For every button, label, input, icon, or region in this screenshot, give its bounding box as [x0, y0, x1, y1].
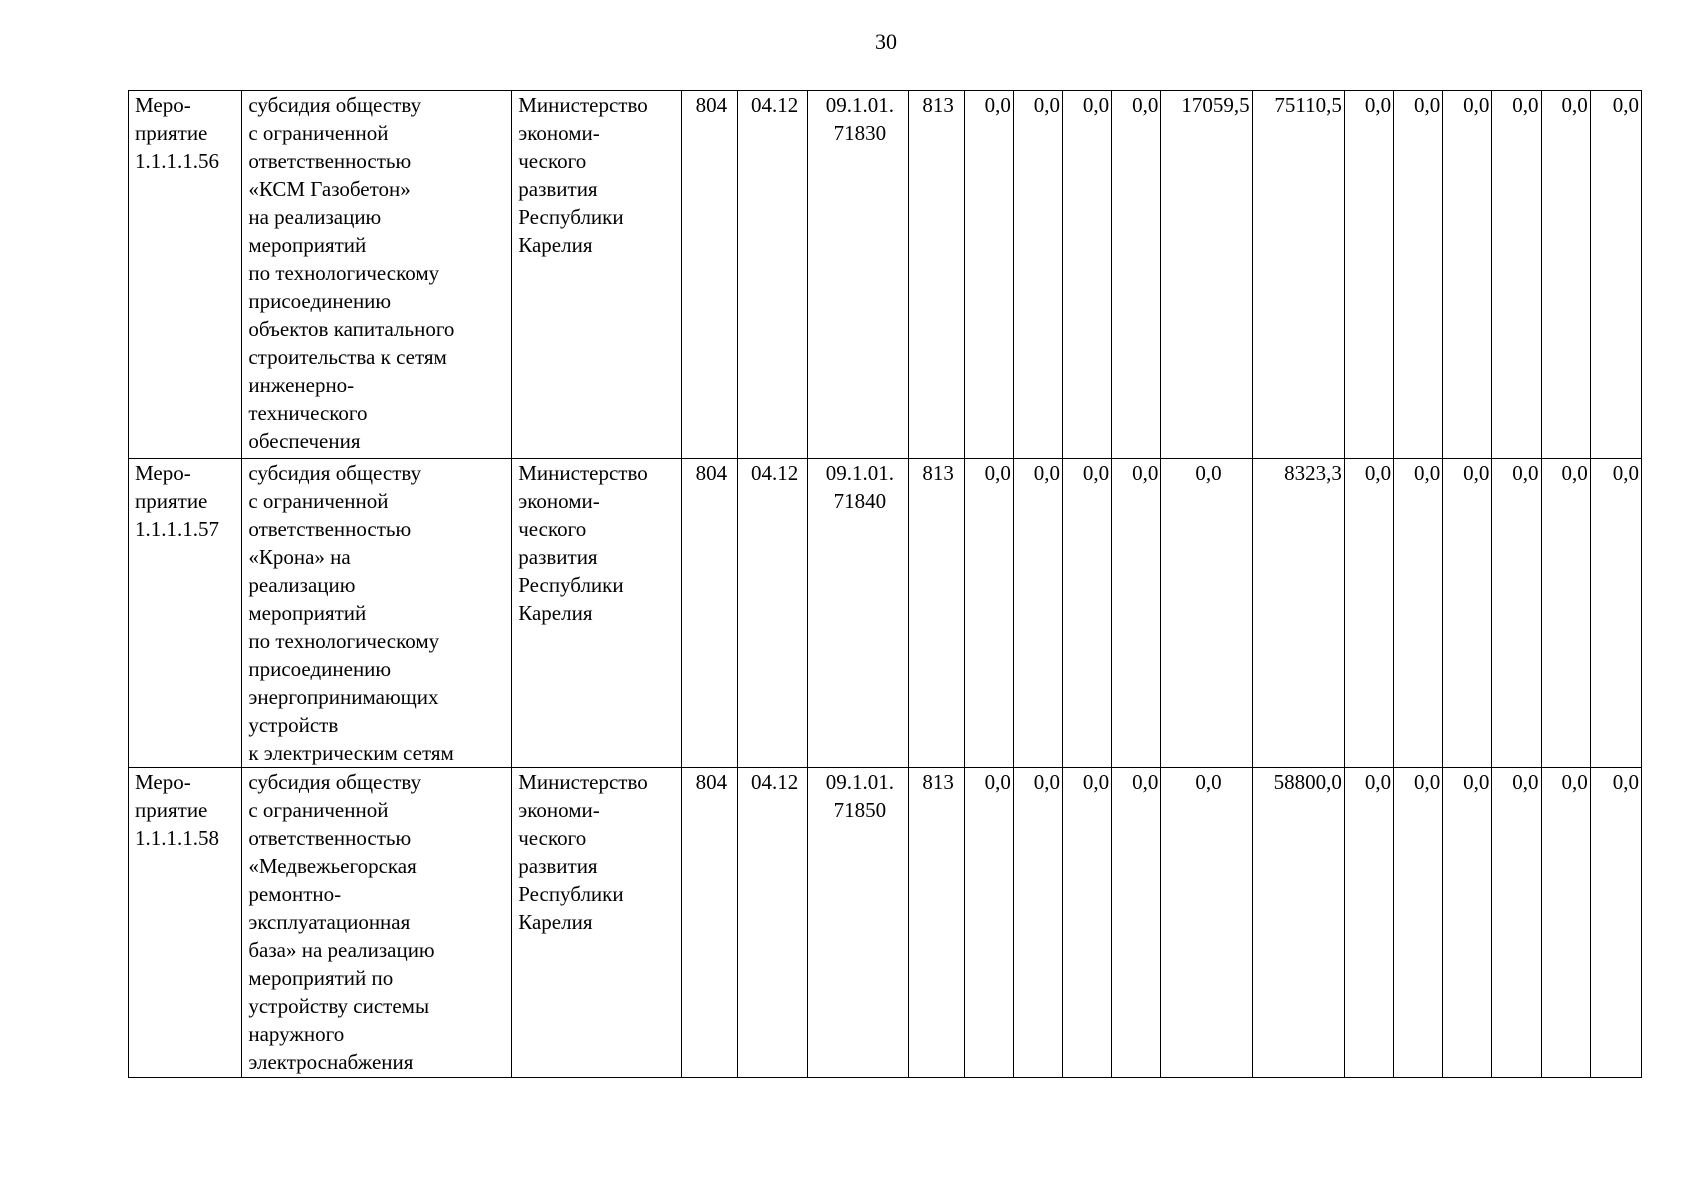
- value-cell: 0,0: [1161, 459, 1252, 768]
- grbs-code-cell: 804: [681, 768, 737, 1078]
- grbs-code-cell: 804: [681, 91, 737, 459]
- ministry-cell: [512, 768, 682, 1078]
- description-cell: [242, 91, 512, 459]
- event-number-cell-line: Меро-: [135, 770, 191, 794]
- value-cell: 0,0: [1013, 459, 1062, 768]
- description-cell-line: энергопринимающих: [248, 685, 439, 709]
- description-cell-line: инженерно-: [248, 373, 355, 397]
- ministry-cell-line: развития: [518, 545, 598, 569]
- event-number-cell: [129, 91, 242, 459]
- ministry-cell-line: ческого: [518, 149, 587, 173]
- description-cell-line: ответственностью: [248, 826, 412, 850]
- ministry-cell-line: Республики: [518, 573, 624, 597]
- value-cell: 0,0: [1492, 768, 1541, 1078]
- event-number-cell-line: 1.1.1.1.58: [135, 826, 219, 850]
- description-cell-line: строительства к сетям: [248, 345, 447, 369]
- rzpr-code-cell: 04.12: [737, 768, 807, 1078]
- event-number-cell: [129, 459, 242, 768]
- description-cell-line: объектов капитального: [248, 317, 455, 341]
- value-cell: 0,0: [1394, 768, 1443, 1078]
- vr-code-cell: 813: [908, 91, 964, 459]
- table-row: [129, 459, 1642, 768]
- description-cell-line: «Медвежьегорская: [248, 854, 417, 878]
- ministry-cell-line: Карелия: [518, 910, 593, 934]
- value-cell: 0,0: [1344, 91, 1393, 459]
- value-cell: 0,0: [1590, 768, 1641, 1078]
- description-cell-line: обеспечения: [248, 429, 361, 453]
- rzpr-code-cell: 04.12: [737, 459, 807, 768]
- value-cell: 0,0: [1541, 91, 1590, 459]
- description-cell-line: мероприятий по: [248, 966, 394, 990]
- value-cell: 0,0: [1112, 768, 1161, 1078]
- description-cell-line: «КСМ Газобетон»: [248, 177, 411, 201]
- value-cell: 17059,5: [1161, 91, 1252, 459]
- description-cell-line: эксплуатационная: [248, 910, 411, 934]
- csr-code-cell-line: 09.1.01.: [825, 93, 894, 117]
- ministry-cell-line: ческого: [518, 826, 587, 850]
- value-cell: 0,0: [1013, 91, 1062, 459]
- rzpr-code-cell: 04.12: [737, 91, 807, 459]
- description-cell: [242, 768, 512, 1078]
- description-cell-line: база» на реализацию: [248, 938, 435, 962]
- description-cell: [242, 459, 512, 768]
- description-cell-line: присоединению: [248, 289, 392, 313]
- vr-code-cell: 813: [908, 768, 964, 1078]
- ministry-cell-line: Республики: [518, 882, 624, 906]
- description-cell-line: с ограниченной: [248, 489, 389, 513]
- ministry-cell: [512, 91, 682, 459]
- description-cell-line: мероприятий: [248, 601, 367, 625]
- value-cell: 0,0: [1013, 768, 1062, 1078]
- ministry-cell-line: Карелия: [518, 233, 593, 257]
- ministry-cell-line: ческого: [518, 517, 587, 541]
- description-cell-line: ответственностью: [248, 517, 412, 541]
- value-cell: 8323,3: [1252, 459, 1344, 768]
- table-row: [129, 91, 1642, 459]
- event-number-cell-line: 1.1.1.1.56: [135, 149, 219, 173]
- value-cell: 0,0: [1443, 768, 1492, 1078]
- event-number-cell-line: приятие: [135, 489, 208, 513]
- description-cell-line: ремонтно-: [248, 882, 342, 906]
- value-cell: 0,0: [1063, 768, 1112, 1078]
- value-cell: 0,0: [1063, 459, 1112, 768]
- ministry-cell-line: экономи-: [518, 489, 600, 513]
- grbs-code-cell: 804: [681, 459, 737, 768]
- event-number-cell-line: 1.1.1.1.57: [135, 517, 219, 541]
- csr-code-cell-line: 71840: [833, 489, 887, 513]
- value-cell: 0,0: [1492, 91, 1541, 459]
- description-cell-line: по технологическому: [248, 261, 440, 285]
- csr-code-cell-line: 09.1.01.: [825, 770, 894, 794]
- ministry-cell-line: Министерство: [518, 770, 648, 794]
- value-cell: 0,0: [1541, 768, 1590, 1078]
- value-cell: 0,0: [1112, 91, 1161, 459]
- csr-code-cell-line: 71830: [833, 121, 887, 145]
- description-cell-line: с ограниченной: [248, 121, 389, 145]
- description-cell-line: на реализацию: [248, 205, 382, 229]
- ministry-cell-line: Республики: [518, 205, 624, 229]
- value-cell: 0,0: [1394, 459, 1443, 768]
- description-cell-line: наружного: [248, 1022, 345, 1046]
- description-cell-line: субсидия обществу: [248, 770, 422, 794]
- vr-code-cell: 813: [908, 459, 964, 768]
- description-cell-line: электроснабжения: [248, 1050, 414, 1074]
- value-cell: 0,0: [1161, 768, 1252, 1078]
- description-cell-line: субсидия обществу: [248, 93, 422, 117]
- value-cell: 0,0: [1541, 459, 1590, 768]
- table-row: [129, 768, 1642, 1078]
- value-cell: 0,0: [1344, 459, 1393, 768]
- value-cell: 0,0: [1590, 91, 1641, 459]
- csr-code-cell-line: 71850: [833, 798, 887, 822]
- csr-code-cell: [808, 91, 908, 459]
- ministry-cell-line: Министерство: [518, 93, 648, 117]
- description-cell-line: ответственностью: [248, 149, 412, 173]
- budget-table: [128, 90, 1642, 1078]
- event-number-cell-line: приятие: [135, 798, 208, 822]
- value-cell: 0,0: [1492, 459, 1541, 768]
- ministry-cell: [512, 459, 682, 768]
- description-cell-line: присоединению: [248, 657, 392, 681]
- description-cell-line: устройств: [248, 713, 339, 737]
- event-number-cell-line: Меро-: [135, 461, 191, 485]
- description-cell-line: «Крона» на: [248, 545, 351, 569]
- ministry-cell-line: развития: [518, 177, 598, 201]
- value-cell: 0,0: [1590, 459, 1641, 768]
- event-number-cell: [129, 768, 242, 1078]
- description-cell-line: устройству системы: [248, 994, 430, 1018]
- value-cell: 0,0: [964, 459, 1013, 768]
- description-cell-line: субсидия обществу: [248, 461, 422, 485]
- page-number: 30: [875, 29, 897, 54]
- description-cell-line: с ограниченной: [248, 798, 389, 822]
- description-cell-line: реализацию: [248, 573, 356, 597]
- value-cell: 0,0: [1443, 459, 1492, 768]
- description-cell-line: к электрическим сетям: [248, 741, 454, 765]
- event-number-cell-line: приятие: [135, 121, 208, 145]
- event-number-cell-line: Меро-: [135, 93, 191, 117]
- description-cell-line: мероприятий: [248, 233, 367, 257]
- ministry-cell-line: экономи-: [518, 798, 600, 822]
- value-cell: 0,0: [964, 768, 1013, 1078]
- csr-code-cell-line: 09.1.01.: [825, 461, 894, 485]
- value-cell: 0,0: [1112, 459, 1161, 768]
- value-cell: 0,0: [1394, 91, 1443, 459]
- ministry-cell-line: экономи-: [518, 121, 600, 145]
- ministry-cell-line: развития: [518, 854, 598, 878]
- value-cell: 0,0: [1344, 768, 1393, 1078]
- description-cell-line: технического: [248, 401, 368, 425]
- value-cell: 58800,0: [1252, 768, 1344, 1078]
- value-cell: 0,0: [964, 91, 1013, 459]
- value-cell: 0,0: [1063, 91, 1112, 459]
- value-cell: 75110,5: [1252, 91, 1344, 459]
- ministry-cell-line: Министерство: [518, 461, 648, 485]
- description-cell-line: по технологическому: [248, 629, 440, 653]
- csr-code-cell: [808, 459, 908, 768]
- ministry-cell-line: Карелия: [518, 601, 593, 625]
- value-cell: 0,0: [1443, 91, 1492, 459]
- csr-code-cell: [808, 768, 908, 1078]
